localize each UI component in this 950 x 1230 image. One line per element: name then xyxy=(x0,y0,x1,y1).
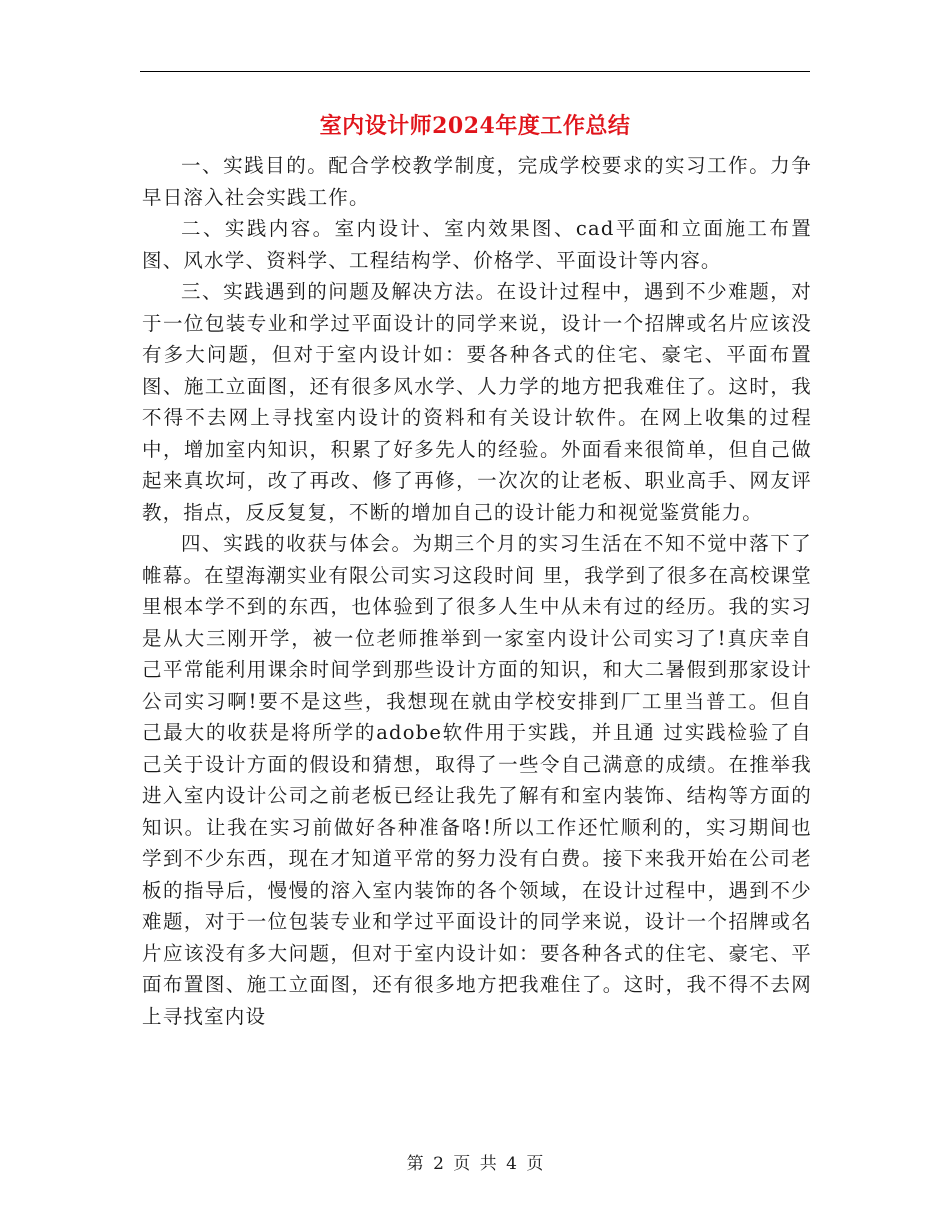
page-footer: 第 2 页 共 4 页 xyxy=(406,1154,544,1174)
paragraph-practice-purpose: 一、实践目的。配合学校教学制度，完成学校要求的实习工作。力争早日溶入社会实践工作。 xyxy=(142,154,812,209)
document-body xyxy=(142,150,812,1032)
paragraph-practice-content: 二、实践内容。室内设计、室内效果图、cad平面和立面施工布置图、风水学、资料学、工程结构学、价格学、平面设计等内容。 xyxy=(142,217,812,272)
document-title: 室内设计师2024年度工作总结 xyxy=(319,113,631,139)
paragraph-problems-solutions: 三、实践遇到的问题及解决方法。在设计过程中，遇到不少难题，对于一位包装专业和学过平面设计的同学来说，设计一个招牌或名片应该没有多大问题，但对于室内设计如：要各种各式的住宅、豪宅、平面布置图、施工立面图，还有很多风水学、人力学的地方把我难住了。这时，我不得不去网上寻找室内设计的资料和有关设计软件。在网上收集的过程中，增加室内知识，积累了好多先人的经验。外面看来很简单，但自己做起来真坎坷，改了再改、修了再修，一次次的让老板、职业高手、网友评教，指点，反反复复，不断的增加自己的设计能力和视觉鉴赏能力。 xyxy=(142,280,812,524)
paragraph-gains-experience: 四、实践的收获与体会。为期三个月的实习生活在不知不觉中落下了帷幕。在望海潮实业有限公司实习这段时间 里，我学到了很多在高校课堂里根本学不到的东西，也体验到了很多人生中从未有过的经历。我的实习是从大三刚开学，被一位老师推举到一家室内设计公司实习了!真庆幸自己平常能利用课余时间学到那些设计方面的知识，和大二暑假到那家设计公司实习啊!要不是这些，我想现在就由学校安排到厂工里当普工。但自己最大的收获是将所学的adobe软件用于实践，并且通 过实践检验了自己关于设计方面的假设和猜想，取得了一些令自己满意的成绩。在推举我进入室内设计公司之前老板已经让我先了解有和室内装饰、结构等方面的知识。让我在实习前做好各种准备咯!所以工作还忙顺利的，实习期间也学到不少东西，现在才知道平常的努力没有白费。接下来我开始在公司老板的指导后，慢慢的溶入室内装饰的各个领域，在设计过程中，遇到不少难题，对于一位包装专业和学过平面设计的同学来说，设计一个招牌或名片应该没有多大问题，但对于室内设计如：要各种各式的住宅、豪宅、平面布置图、施工立面图，还有很多地方把我难住了。这时，我不得不去网上寻找室内设 xyxy=(142,532,812,1028)
header-rule xyxy=(140,71,810,72)
